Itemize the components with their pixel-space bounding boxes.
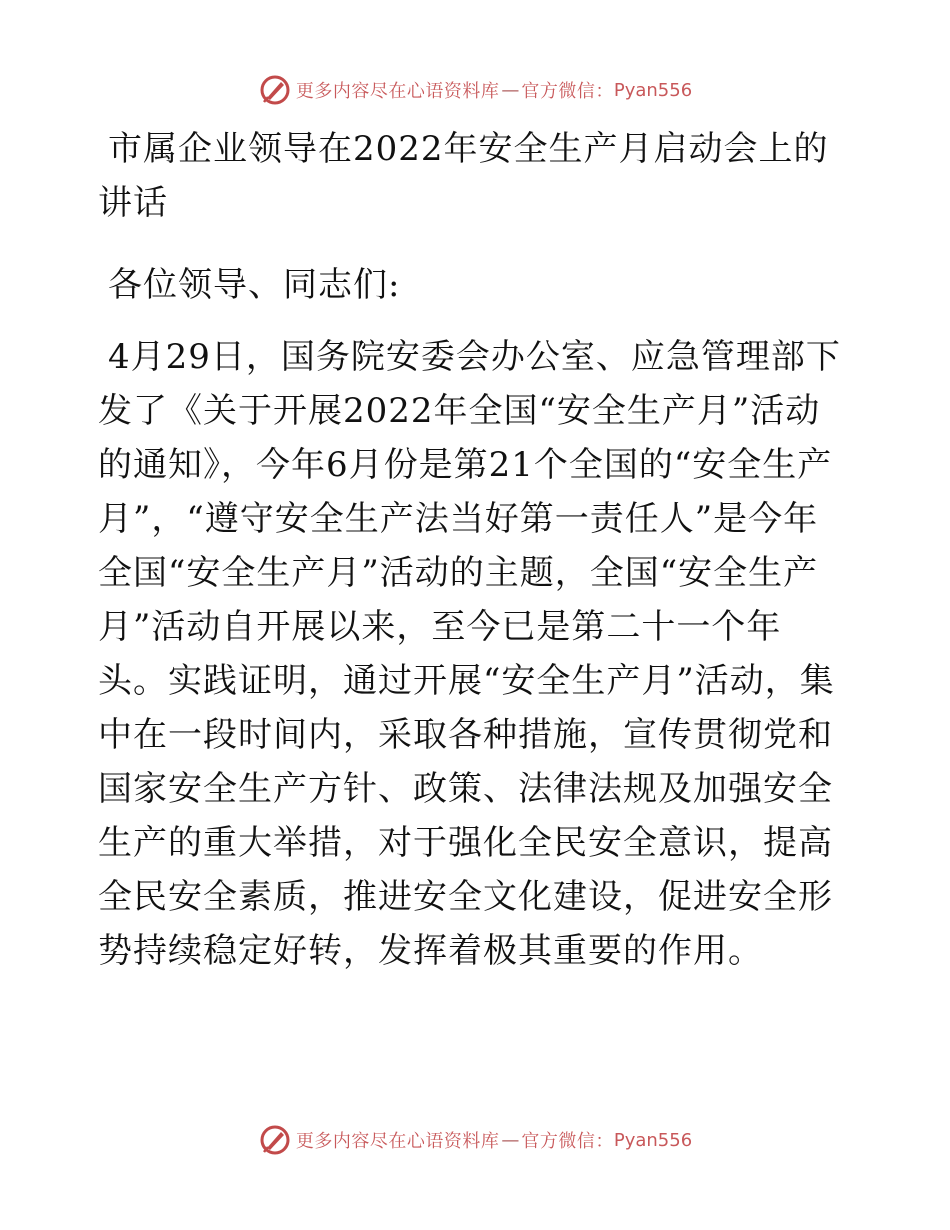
watermark-label: 官方微信： [521,1131,614,1152]
footer-watermark [0,1120,950,1160]
header-watermark [0,70,950,110]
document-greeting: 各位领导、同志们: [108,265,401,305]
watermark-label: 官方微信： [521,81,614,102]
watermark-handle: Pyan556 [613,79,693,101]
document-title: 市属企业领导在2022年安全生产月启动会上的讲话 [98,129,829,223]
document-body: 4月29日，国务院安委会办公室、应急管理部下发了《关于开展2022年全国“安全生产月”活动的通知》，今年6月份是第21个全国的“安全生产月”，“遵守安全生产法当好第一责任人”是今年全国“安全生产月”活动的主题，全国“安全生产月”活动自开展以来，至今已是第二十一个年头。实践证明，通过开展“安全生产月”活动，集中在一段时间内，采取各种措施，宣传贯彻党和国家安全生产方针、政策、法律法规及加强安全生产的重大举措，对于强化全民安全意识，提高全民安全素质，推进安全文化建设，促进安全形势持续稳定好转，发挥着极其重要的作用。 [98,337,841,971]
watermark-dash: — [501,1129,520,1151]
watermark-dash: — [501,79,520,101]
watermark-text: 更多内容尽在心语资料库 [295,1131,500,1152]
watermark-text: 更多内容尽在心语资料库 [295,81,500,102]
quill-logo-icon [258,73,292,107]
document-content [98,122,850,978]
quill-logo-icon [258,1123,292,1157]
watermark-handle: Pyan556 [613,1129,693,1151]
